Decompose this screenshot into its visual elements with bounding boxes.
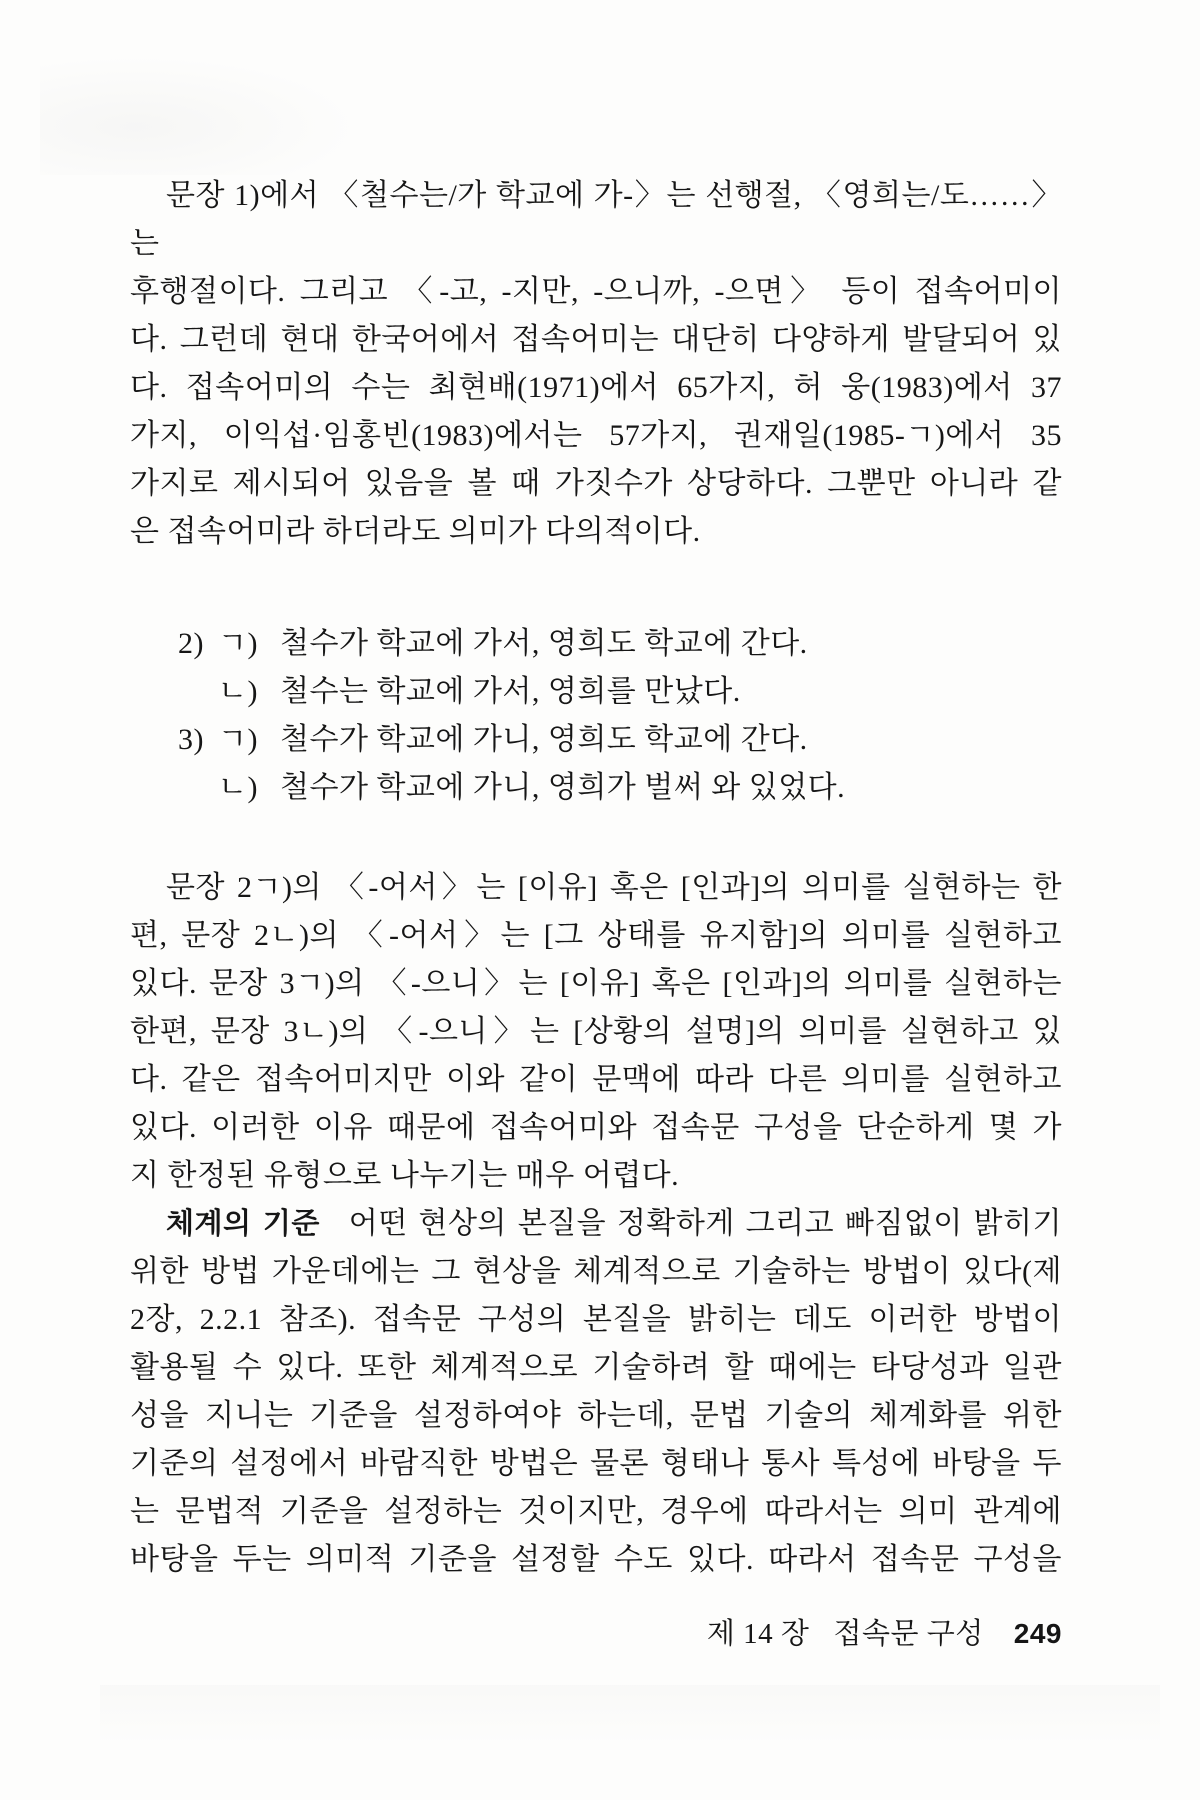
- text-line: 문장 1)에서 〈철수는/가 학교에 가-〉는 선행절, 〈영희는/도……〉는: [130, 179, 1062, 260]
- text-line: 는 문법적 기준을 설정하는 것이지만, 경우에 따라서는 의미 관계에: [130, 1495, 1062, 1528]
- example-line: [130, 620, 1062, 668]
- text-line: 한편, 문장 3ㄴ)의 〈-으니〉는 [상황의 설명]의 의미를 실현하고 있: [130, 1015, 1062, 1048]
- example-line: [130, 668, 1062, 716]
- footer-section-title: 접속문 구성: [833, 1618, 984, 1650]
- scan-smudge: [40, 55, 360, 175]
- example-label: ㄱ): [218, 723, 258, 756]
- text-line: 위한 방법 가운데에는 그 현상을 체계적으로 기술하는 방법이 있다(제: [130, 1255, 1062, 1288]
- example-sentence: 철수가 학교에 가서, 영희도 학교에 간다.: [280, 627, 808, 660]
- example-label: ㄴ): [218, 675, 258, 708]
- example-line: [130, 716, 1062, 764]
- example-sentence: 철수는 학교에 가서, 영희를 만났다.: [280, 675, 741, 708]
- text-line: 후행절이다. 그리고 〈-고, -지만, -으니까, -으면〉 등이 접속어미이: [130, 275, 1062, 308]
- text-line: 있다. 문장 3ㄱ)의 〈-으니〉는 [이유] 혹은 [인과]의 의미를 실현하는: [130, 967, 1062, 1000]
- text-line: 바탕을 두는 의미적 기준을 설정할 수도 있다. 따라서 접속문 구성을: [130, 1543, 1062, 1576]
- text-line: 다. 그런데 현대 한국어에서 접속어미는 대단히 다양하게 발달되어 있: [130, 323, 1062, 356]
- example-line: [130, 764, 1062, 812]
- text-line-fragment: 어떤 현상의 본질을 정확하게 그리고 빠짐없이 밝히기: [348, 1207, 1063, 1240]
- example-number: [178, 764, 218, 812]
- example-number: 3): [178, 723, 204, 756]
- text-line: 가지로 제시되어 있음을 볼 때 가짓수가 상당하다. 그뿐만 아니라 같: [130, 467, 1062, 500]
- text-line: 은 접속어미라 하더라도 의미가 다의적이다.: [130, 515, 701, 548]
- example-label: ㄴ): [218, 771, 258, 804]
- text-line: [130, 1200, 1062, 1248]
- text-line: 성을 지니는 기준을 설정하여야 하는데, 문법 기술의 체계화를 위한: [130, 1399, 1062, 1432]
- text-line: 있다. 이러한 이유 때문에 접속어미와 접속문 구성을 단순하게 몇 가: [130, 1111, 1062, 1144]
- example-number: 2): [178, 627, 204, 660]
- text-line: 다. 같은 접속어미지만 이와 같이 문맥에 따라 다른 의미를 실현하고: [130, 1063, 1062, 1096]
- paragraph-3: [130, 1200, 1062, 1584]
- scan-smudge: [100, 1685, 1160, 1745]
- text-line: 문장 2ㄱ)의 〈-어서〉는 [이유] 혹은 [인과]의 의미를 실현하는 한: [166, 871, 1062, 904]
- example-sentence: 철수가 학교에 가니, 영희가 벌써 와 있었다.: [280, 771, 846, 804]
- paragraph-2: [130, 864, 1062, 1200]
- text-line: 활용될 수 있다. 또한 체계적으로 기술하려 할 때에는 타당성과 일관: [130, 1351, 1062, 1384]
- footer-chapter-label: 제 14 장: [706, 1618, 810, 1650]
- text-line: 가지, 이익섭·임홍빈(1983)에서는 57가지, 권재일(1985-ㄱ)에서 35: [130, 419, 1062, 452]
- paragraph-3-heading: 체계의 기준: [166, 1208, 320, 1240]
- example-label: ㄱ): [218, 627, 258, 660]
- text-line: 2장, 2.2.1 참조). 접속문 구성의 본질을 밝히는 데도 이러한 방법이: [130, 1303, 1062, 1336]
- example-number: [178, 668, 218, 716]
- text-line: 기준의 설정에서 바람직한 방법은 물론 형태나 통사 특성에 바탕을 두: [130, 1447, 1062, 1480]
- body-text: [130, 172, 1062, 1584]
- text-line: 지 한정된 유형으로 나누기는 매우 어렵다.: [130, 1159, 680, 1192]
- text-line: 편, 문장 2ㄴ)의 〈-어서〉는 [그 상태를 유지함]의 의미를 실현하고: [130, 919, 1062, 952]
- examples-block: [130, 620, 1062, 812]
- page-footer: [130, 1612, 1062, 1656]
- example-sentence: 철수가 학교에 가니, 영희도 학교에 간다.: [280, 723, 808, 756]
- text-line: 다. 접속어미의 수는 최현배(1971)에서 65가지, 허 웅(1983)에서 37: [130, 371, 1062, 404]
- footer-page-number: 249: [1013, 1618, 1062, 1649]
- paragraph-1: [130, 172, 1062, 556]
